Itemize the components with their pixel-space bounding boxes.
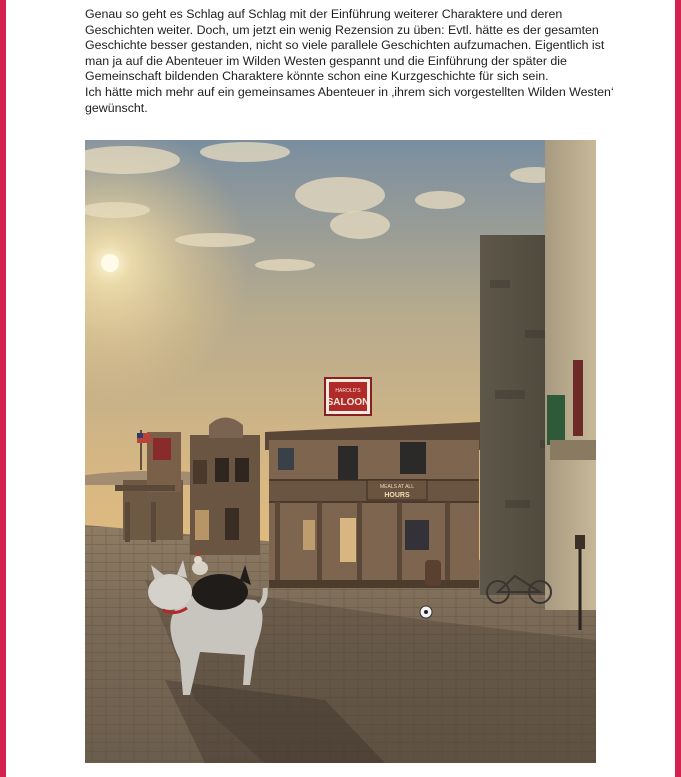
hours-sign-big-text: HOURS: [384, 492, 410, 499]
saloon-sign-small-text: HAROLD'S: [335, 388, 361, 394]
left-page-border: [0, 0, 6, 777]
paragraph-1: Genau so geht es Schlag auf Schlag mit der Einführung weiterer Charaktere und deren Geschichten weiter. Doch, um jetzt ein wenig Rezension zu üben: Evtl. hätte es der gesamten Geschichte besser gestanden, nicht so viele parallele Geschichten aufzumachen. Eigentlich ist man ja auf die Abenteuer im Wilden Westen gespannt und die Einführung der später die Gemeinschaft bildenden Charaktere könnte schon eine Kurzgeschichte für sich sein.: [85, 7, 605, 84]
hours-sign-small-text: MEALS AT ALL: [379, 484, 415, 490]
review-text: [85, 7, 615, 116]
saloon-sign-big-text: SALOON: [326, 397, 370, 408]
right-page-border: [675, 0, 681, 777]
paragraph-2: Ich hätte mich mehr auf ein gemeinsames Abenteuer in ‚ihrem sich vorgestellten Wilden Westen‘ gewünscht.: [85, 84, 614, 115]
wild-west-town-illustration: [85, 140, 596, 763]
